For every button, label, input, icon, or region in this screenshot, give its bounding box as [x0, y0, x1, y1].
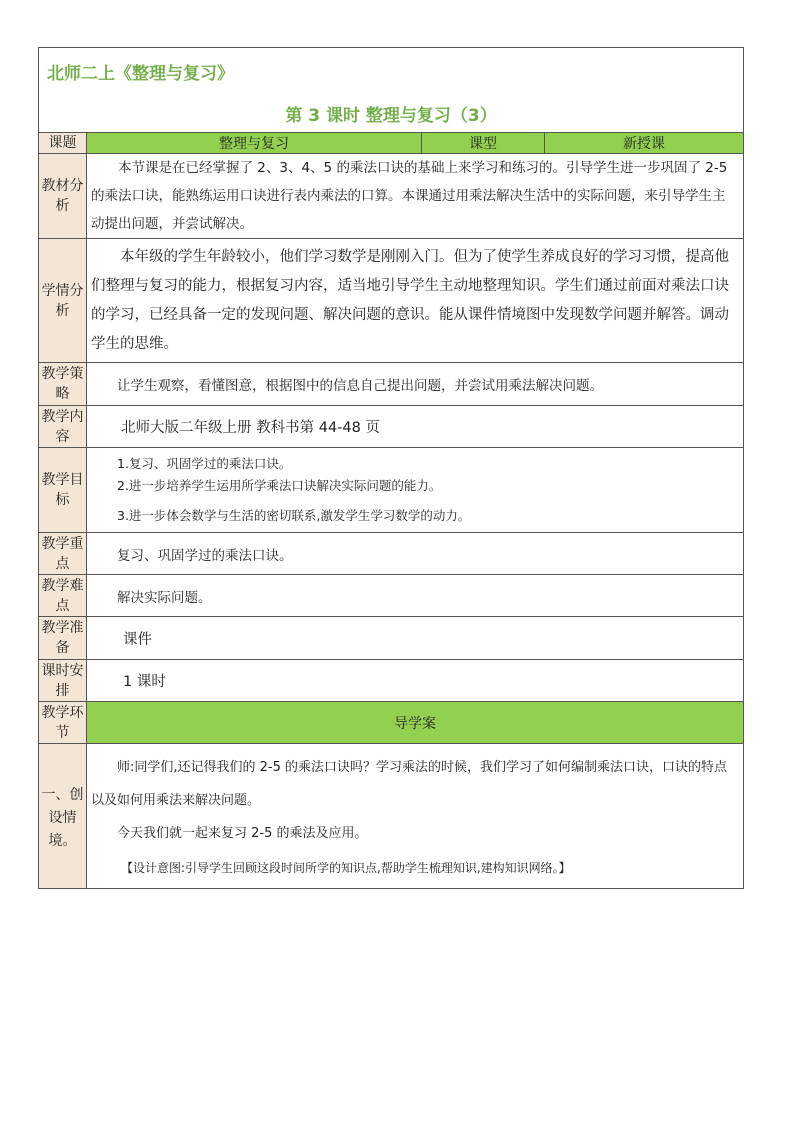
content-text: 北师大版二年级上册 教科书第 44-48 页 [87, 406, 744, 448]
lesson-subtitle: 第 3 课时 整理与复习（3） [285, 106, 497, 126]
key-point-label: 教学重点 [39, 533, 87, 575]
material-label: 教材分析 [39, 154, 87, 239]
key-point-text: 复习、巩固学过的乘法口诀。 [87, 533, 744, 575]
strategy-label: 教学策略 [39, 363, 87, 406]
topic-label: 课题 [39, 133, 87, 154]
goals-label: 教学目标 [39, 448, 87, 533]
type-label: 课型 [422, 133, 545, 154]
lesson-plan [38, 47, 743, 889]
difficulty-text: 解决实际问题。 [87, 575, 744, 617]
preparation-label: 教学准备 [39, 617, 87, 660]
material-text: 本节课是在已经掌握了 2、3、4、5 的乘法口诀的基础上来学习和练习的。引导学生进一步巩固了 2-5 的乘法口诀，能熟练运用口诀进行表内乘法的口算。本课通过用乘法解决生活中的实际问题，来引导学生主动提出问题，并尝试解决。 [87, 154, 744, 239]
goals-list [87, 448, 744, 533]
intro-label: 一、创设情境。 [39, 744, 87, 889]
intro-content [87, 744, 744, 889]
students-label: 学情分析 [39, 239, 87, 363]
difficulty-label: 教学难点 [39, 575, 87, 617]
header-cell [39, 48, 744, 133]
process-label: 教学环节 [39, 702, 87, 744]
lesson-plan-table [38, 47, 744, 889]
content-label: 教学内容 [39, 406, 87, 448]
preparation-text: 课件 [87, 617, 744, 660]
type-value: 新授课 [545, 133, 744, 154]
design-note: 【设计意图:引导学生回顾这段时间所学的知识点,帮助学生梳理知识,建构知识网络。】 [121, 860, 571, 875]
intro-paragraph: 师:同学们,还记得我们的 2-5 的乘法口诀吗？学习乘法的时候，我们学习了如何编制乘法口诀，口诀的特点以及如何用乘法来解决问题。 [91, 759, 728, 808]
strategy-text: 让学生观察，看懂图意，根据图中的信息自己提出问题，并尝试用乘法解决问题。 [87, 363, 744, 406]
schedule-text: 1 课时 [87, 660, 744, 702]
document-title: 北师二上《整理与复习》 [47, 64, 234, 84]
process-text: 导学案 [87, 702, 744, 744]
goal-item: 2.进一步培养学生运用所学乘法口诀解决实际问题的能力。 [117, 478, 442, 493]
goal-item: 1.复习、巩固学过的乘法口诀。 [117, 456, 292, 471]
intro-paragraph: 今天我们就一起来复习 2-5 的乘法及应用。 [117, 825, 368, 841]
goal-item: 3.进一步体会数学与生活的密切联系,激发学生学习数学的动力。 [117, 508, 471, 523]
topic-value: 整理与复习 [87, 133, 422, 154]
schedule-label: 课时安排 [39, 660, 87, 702]
students-text: 本年级的学生年龄较小，他们学习数学是刚刚入门。但为了使学生养成良好的学习习惯，提高他们整理与复习的能力，根据复习内容，适当地引导学生主动地整理知识。学生们通过前面对乘法口诀的学习，已经具备一定的发现问题、解决问题的意识。能从课件情境图中发现数学问题并解答。调动学生的思维。 [87, 239, 744, 363]
